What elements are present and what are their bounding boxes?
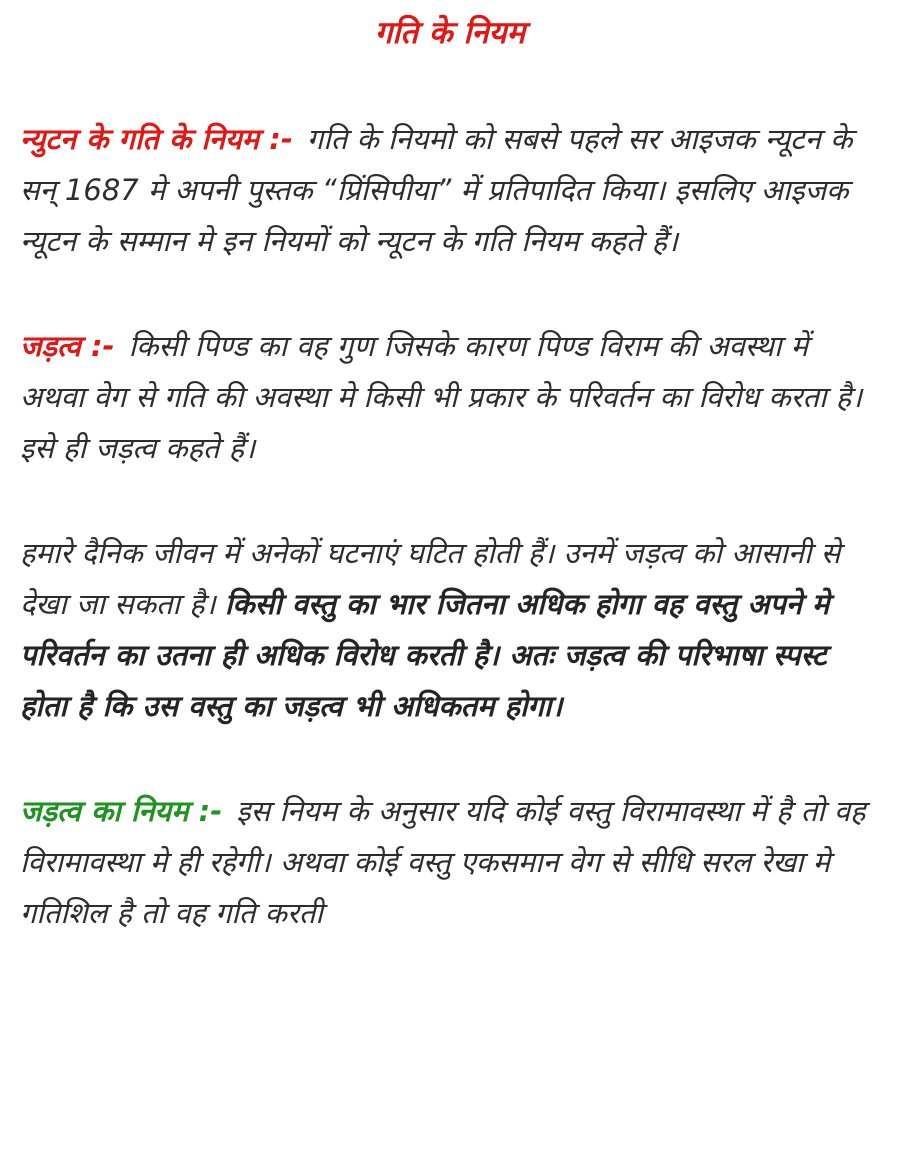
paragraph-inertia-definition (20, 321, 880, 474)
text-inertia-examples-normal: हमारे दैनिक जीवन में अनेकों घटनाएं घटित होती हैं। उनमें जड़त्व को आसानी से देखा जा सकता है। (20, 536, 841, 621)
text-law-of-inertia: इस नियम के अनुसार यदि कोई वस्तु विरामावस्था में है तो वह विरामावस्था मे ही रहेगी। अथवा कोई वस्तु एकसमान वेग से सीधि सरल रेखा मे गतिशिल है तो वह गति करती (20, 794, 866, 930)
text-inertia-examples-bold: किसी वस्तु का भार जितना अधिक होगा वह वस्तु अपने मे परिवर्तन का उतना ही अधिक विरोध करती है। अतः जड़त्व की परिभाषा स्पस्ट होता है कि उस वस्तु का जड़त्व भी अधिकतम होगा। (20, 587, 830, 723)
page-title: गति के नियम (374, 15, 526, 51)
paragraph-law-of-inertia (20, 786, 880, 939)
heading-law-of-inertia: जड़त्व का नियम :- (20, 794, 223, 828)
heading-newton-laws: न्युटन के गति के नियम :- (20, 122, 293, 156)
text-inertia-definition: किसी पिण्ड का वह गुण जिसके कारण पिण्ड विराम की अवस्था में अथवा वेग से गति की अवस्था मे किसी भी प्रकार के परिवर्तन का विरोध करता है। इसे ही जड़त्व कहते हैं। (20, 329, 863, 465)
heading-inertia: जड़त्व :- (20, 329, 115, 363)
paragraph-newton-laws (20, 114, 880, 267)
text-newton-laws: गति के नियमो को सबसे पहले सर आइजक न्यूटन के सन् 1687 मे अपनी पुस्तक “प्रिंसिपीया” में प्रतिपादित किया। इसलिए आइजक न्यूटन के सम्मान मे इन नियमों को न्यूटन के गति नियम कहते हैं। (20, 122, 853, 258)
paragraph-inertia-examples (20, 528, 880, 732)
